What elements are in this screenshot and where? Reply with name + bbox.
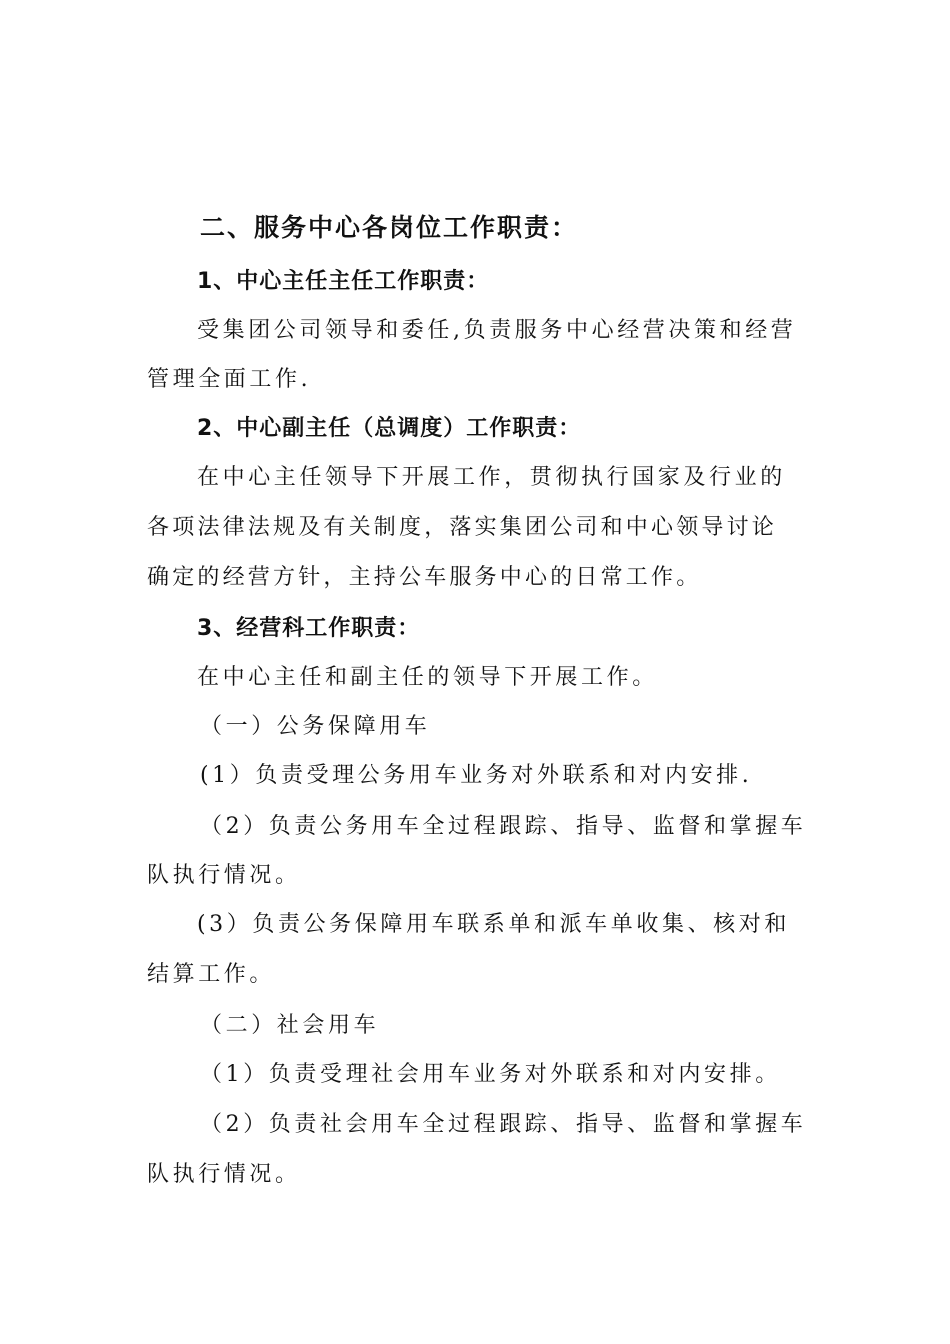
sub-a-p2-line-2: 队执行情况。 <box>147 863 301 888</box>
sub-b-title: （二）社会用车 <box>200 1013 380 1038</box>
item-3-heading: 3、经营科工作职责： <box>197 616 421 641</box>
item-2-heading: 2、中心副主任（总调度）工作职责： <box>197 416 582 441</box>
sub-a-p2-line-1: （2）负责公务用车全过程跟踪、指导、监督和掌握车 <box>200 814 807 839</box>
sub-a-p1-line-1: (1）负责受理公务用车业务对外联系和对内安排. <box>200 763 753 788</box>
sub-a-title: （一）公务保障用车 <box>200 714 431 739</box>
sub-b-p1-line-1: （1）负责受理社会用车业务对外联系和对内安排。 <box>200 1062 781 1087</box>
sub-a-p3-line-2: 结算工作。 <box>147 962 276 987</box>
item-1-line-2: 管理全面工作. <box>147 367 312 392</box>
item-1-heading: 1、中心主任主任工作职责： <box>197 269 490 294</box>
item-2-line-1: 在中心主任领导下开展工作，贯彻执行国家及行业的 <box>197 465 786 490</box>
sub-b-p2-line-1: （2）负责社会用车全过程跟踪、指导、监督和掌握车 <box>200 1112 807 1137</box>
sub-b-p2-line-2: 队执行情况。 <box>147 1162 301 1187</box>
item-2-line-2: 各项法律法规及有关制度，落实集团公司和中心领导讨论 <box>147 515 778 540</box>
item-1-line-1: 受集团公司领导和委任,负责服务中心经营决策和经营 <box>197 318 797 343</box>
item-2-line-3: 确定的经营方针，主持公车服务中心的日常工作。 <box>147 565 702 590</box>
item-3-line-1: 在中心主任和副主任的领导下开展工作。 <box>197 665 658 690</box>
section-heading: 二、服务中心各岗位工作职责： <box>200 213 579 242</box>
sub-a-p3-line-1: (3）负责公务保障用车联系单和派车单收集、核对和 <box>197 912 790 937</box>
